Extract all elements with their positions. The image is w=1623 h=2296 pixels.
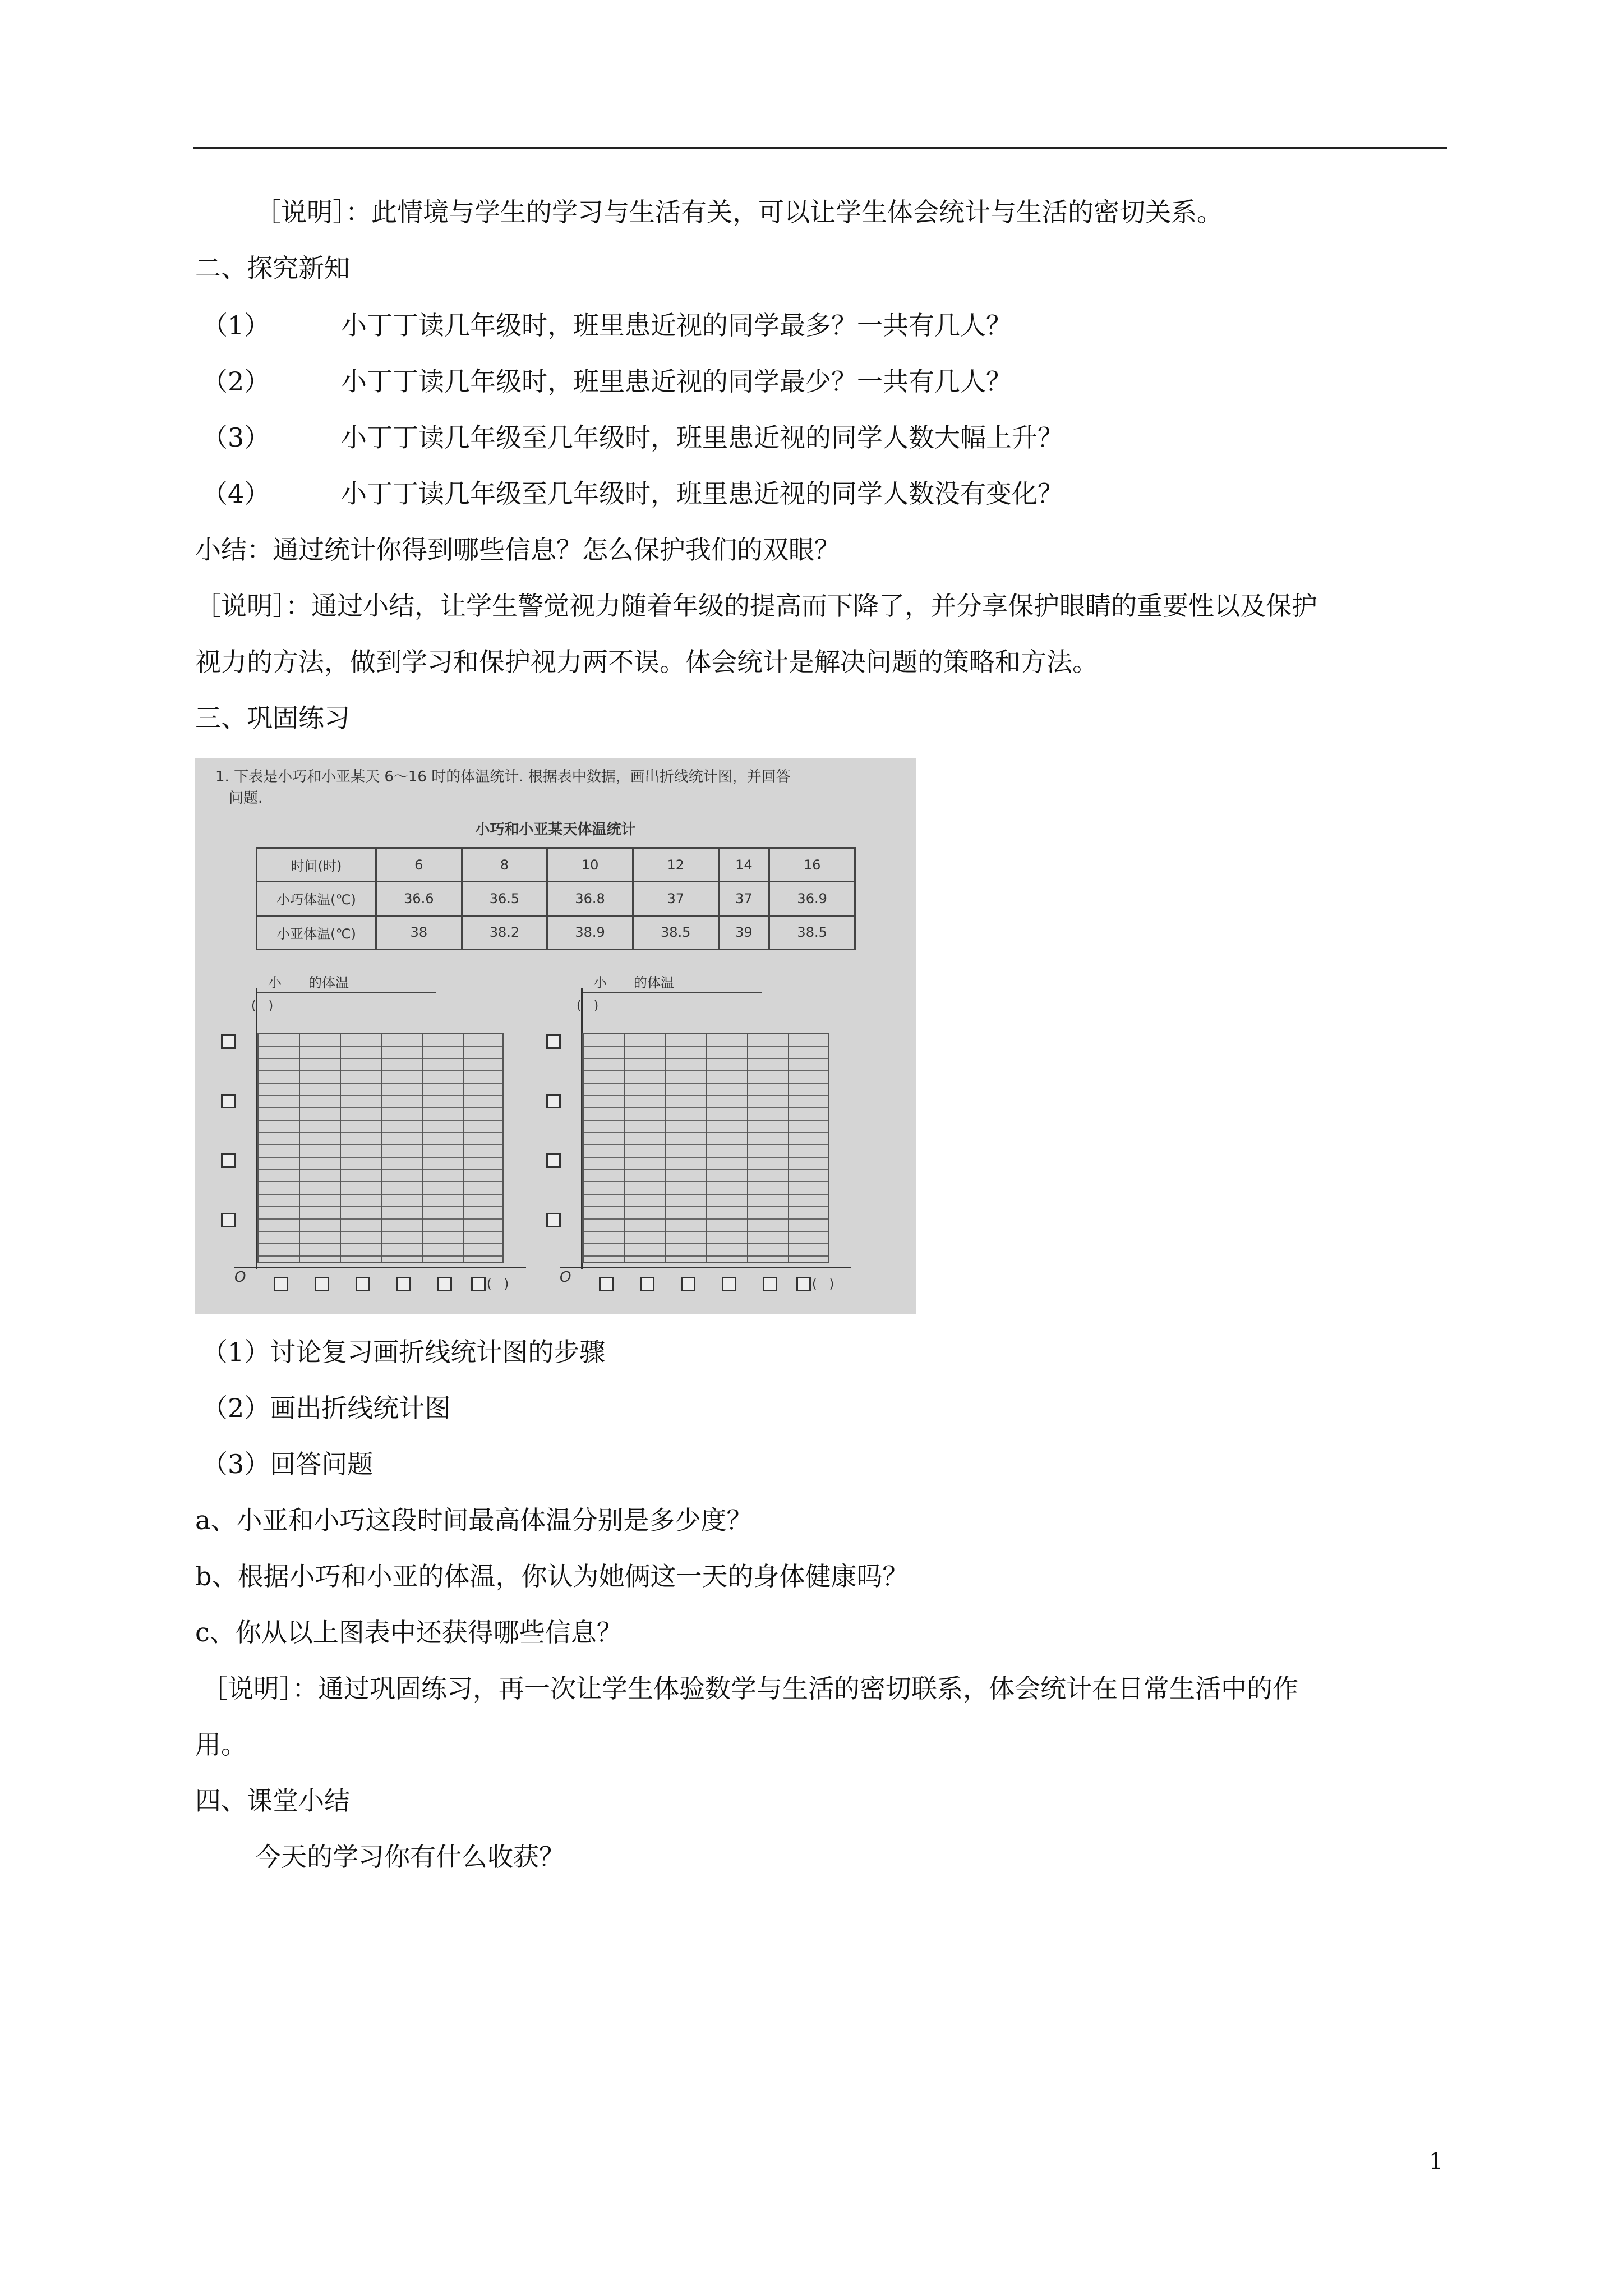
header-rule bbox=[193, 147, 1447, 149]
x-label-box bbox=[471, 1277, 486, 1291]
summary: 小结：通过统计你得到哪些信息？怎么保护我们的双眼？ bbox=[195, 535, 840, 565]
table-cell: 小巧体温(℃) bbox=[257, 882, 376, 915]
question-text: 小丁丁读几年级时，班里患近视的同学最多？一共有几人？ bbox=[341, 310, 1012, 341]
x-label-box bbox=[599, 1277, 614, 1291]
y-label-box bbox=[221, 1094, 236, 1108]
y-axis-unit: ( ) bbox=[577, 999, 599, 1013]
table-cell: 38.9 bbox=[547, 915, 633, 949]
table-cell: 小亚体温(℃) bbox=[257, 915, 376, 949]
table-cell: 12 bbox=[633, 848, 718, 882]
blank-line-chart-right bbox=[532, 972, 846, 1308]
x-label-box bbox=[722, 1277, 736, 1291]
question-text: 小丁丁读几年级至几年级时，班里患近视的同学人数大幅上升？ bbox=[341, 422, 1063, 453]
x-axis-unit: ( ) bbox=[812, 1277, 834, 1291]
table-cell: 10 bbox=[547, 848, 633, 882]
x-label-box bbox=[796, 1277, 811, 1291]
table-cell: 38.5 bbox=[769, 915, 855, 949]
section-heading-3: 三、巩固练习 bbox=[195, 703, 350, 733]
table-row bbox=[257, 848, 855, 882]
x-label-box bbox=[763, 1277, 777, 1291]
note-1: ［说明］：此情境与学生的学习与生活有关，可以让学生体会统计与生活的密切关系。 bbox=[255, 197, 1223, 227]
table-cell: 39 bbox=[718, 915, 769, 949]
x-label-box bbox=[640, 1277, 654, 1291]
x-label-box bbox=[396, 1277, 411, 1291]
note-3-line-2: 用。 bbox=[195, 1729, 247, 1760]
section-heading-4: 四、课堂小结 bbox=[195, 1786, 350, 1816]
question-2 bbox=[202, 365, 1012, 398]
question-number: （3） bbox=[202, 422, 270, 453]
chart-grid bbox=[582, 1033, 829, 1263]
x-axis-unit: ( ) bbox=[487, 1277, 509, 1291]
table-row bbox=[257, 915, 855, 949]
y-label-box bbox=[546, 1094, 561, 1108]
table-cell: 36.6 bbox=[376, 882, 462, 915]
table-cell: 36.9 bbox=[769, 882, 855, 915]
chart-grid bbox=[257, 1033, 504, 1263]
question-number: （4） bbox=[202, 478, 270, 509]
table-title: 小巧和小亚某天体温统计 bbox=[475, 821, 636, 838]
table-cell: 38.5 bbox=[633, 915, 718, 949]
table-cell: 37 bbox=[718, 882, 769, 915]
y-axis-unit: ( ) bbox=[251, 999, 274, 1013]
y-label-box bbox=[546, 1153, 561, 1168]
y-label-box bbox=[221, 1153, 236, 1168]
step-3: （3）回答问题 bbox=[202, 1449, 374, 1479]
question-a: a、小亚和小巧这段时间最高体温分别是多少度？ bbox=[195, 1505, 753, 1535]
question-text: 小丁丁读几年级时，班里患近视的同学最少？一共有几人？ bbox=[341, 366, 1012, 397]
table-cell: 38 bbox=[376, 915, 462, 949]
table-cell: 14 bbox=[718, 848, 769, 882]
table-cell: 时间(时) bbox=[257, 848, 376, 882]
origin-label: O bbox=[560, 1269, 571, 1286]
step-1: （1）讨论复习画折线统计图的步骤 bbox=[202, 1337, 606, 1367]
chart-title: 小 的体温 bbox=[268, 975, 349, 991]
table-cell: 37 bbox=[633, 882, 718, 915]
x-axis bbox=[560, 1267, 851, 1268]
chart-title: 小 的体温 bbox=[593, 975, 674, 991]
note-3-line-1: ［说明］：通过巩固练习，再一次让学生体验数学与生活的密切联系，体会统计在日常生活中的作 bbox=[202, 1673, 1298, 1704]
x-label-box bbox=[356, 1277, 370, 1291]
table-cell: 6 bbox=[376, 848, 462, 882]
x-label-box bbox=[681, 1277, 695, 1291]
table-cell: 36.8 bbox=[547, 882, 633, 915]
x-axis bbox=[234, 1267, 526, 1268]
question-b: b、根据小巧和小亚的体温，你认为她俩这一天的身体健康吗？ bbox=[195, 1561, 909, 1591]
table-cell: 8 bbox=[462, 848, 547, 882]
question-1 bbox=[202, 309, 1012, 342]
y-label-box bbox=[221, 1213, 236, 1227]
temperature-table bbox=[256, 847, 856, 950]
exercise-question-line-1: 1. 下表是小巧和小亚某天 6～16 时的体温统计. 根据表中数据，画出折线统计图，并回答 bbox=[215, 769, 791, 785]
page-number: 1 bbox=[1429, 2148, 1444, 2174]
closing-question: 今天的学习你有什么收获？ bbox=[255, 1842, 565, 1872]
chart-title-line bbox=[582, 992, 762, 993]
blank-line-chart-left bbox=[206, 972, 520, 1308]
y-label-box bbox=[546, 1213, 561, 1227]
chart-title-line bbox=[257, 992, 436, 993]
table-cell: 16 bbox=[769, 848, 855, 882]
question-text: 小丁丁读几年级至几年级时，班里患近视的同学人数没有变化？ bbox=[341, 478, 1063, 509]
step-2: （2）画出折线统计图 bbox=[202, 1393, 451, 1423]
y-label-box bbox=[546, 1034, 561, 1049]
origin-label: O bbox=[234, 1269, 246, 1286]
section-heading-2: 二、探究新知 bbox=[195, 253, 350, 283]
table-row bbox=[257, 882, 855, 915]
exercise-scan bbox=[195, 758, 916, 1314]
exercise-question-line-2: 问题. bbox=[229, 790, 263, 807]
note-2-line-1: ［说明］：通过小结，让学生警觉视力随着年级的提高而下降了，并分享保护眼睛的重要性以及保护 bbox=[195, 591, 1317, 621]
table-cell: 36.5 bbox=[462, 882, 547, 915]
x-label-box bbox=[315, 1277, 329, 1291]
y-label-box bbox=[221, 1034, 236, 1049]
x-label-box bbox=[437, 1277, 452, 1291]
question-4 bbox=[202, 477, 1063, 510]
question-3 bbox=[202, 421, 1063, 454]
table-cell: 38.2 bbox=[462, 915, 547, 949]
note-2-line-2: 视力的方法，做到学习和保护视力两不误。体会统计是解决问题的策略和方法。 bbox=[195, 647, 1098, 677]
question-number: （1） bbox=[202, 310, 270, 341]
question-number: （2） bbox=[202, 366, 270, 397]
x-label-box bbox=[274, 1277, 288, 1291]
question-c: c、你从以上图表中还获得哪些信息？ bbox=[195, 1617, 623, 1648]
